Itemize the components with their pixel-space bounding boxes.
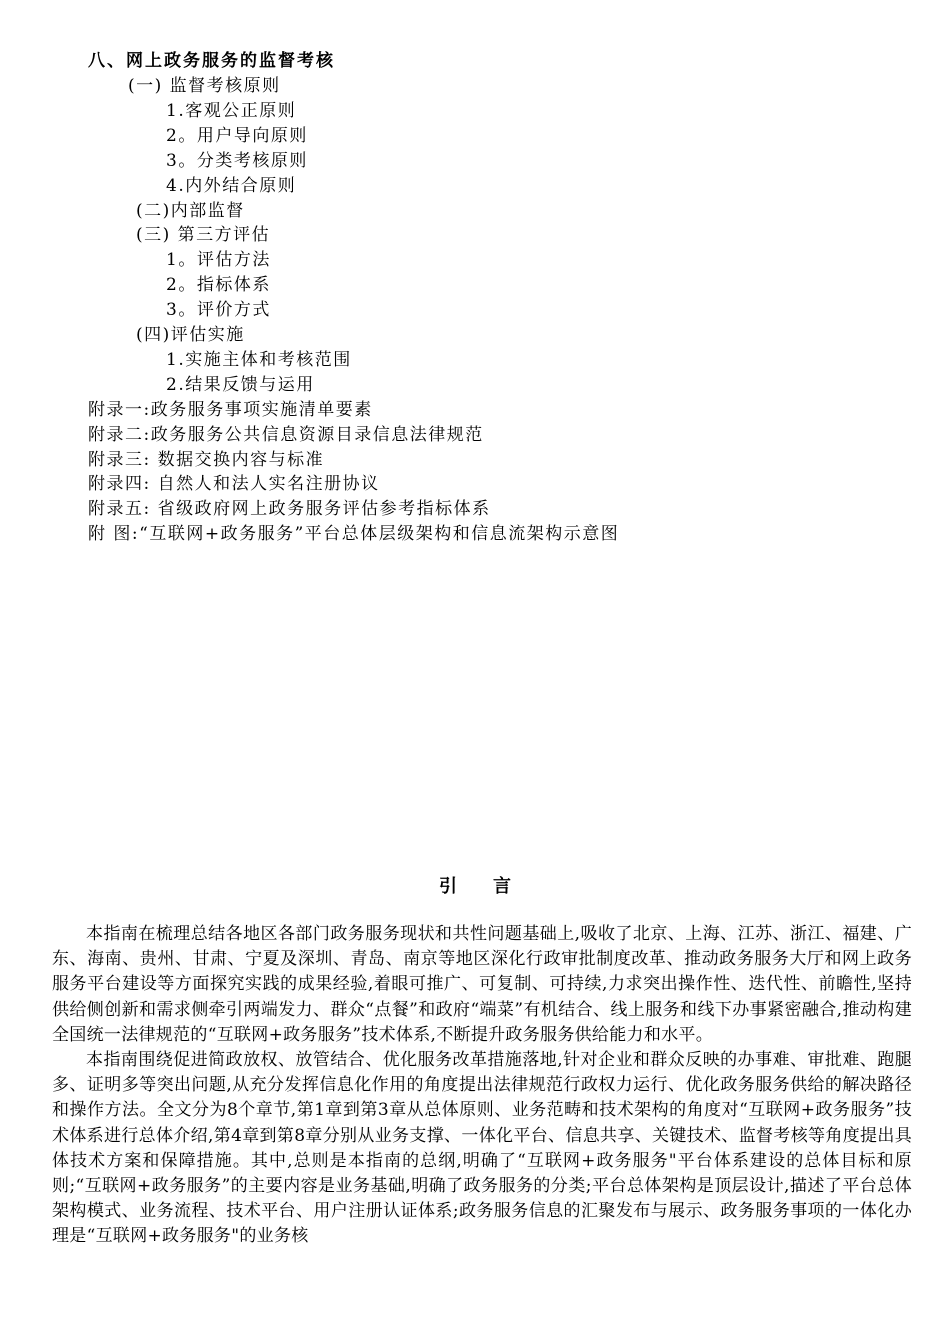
toc-item: (三) 第三方评估 <box>136 225 271 246</box>
intro-body <box>52 922 912 1250</box>
toc-appendix-item: 附录一:政务服务事项实施清单要素 <box>88 399 373 420</box>
toc-item: 3。分类考核原则 <box>166 150 308 171</box>
intro-title: 引言 <box>439 876 547 897</box>
toc-section-heading: 八、网上政务服务的监督考核 <box>88 51 335 71</box>
toc-item: 1。评估方法 <box>166 250 271 271</box>
toc-item: (一) 监督考核原则 <box>128 76 281 96</box>
toc-appendix-item: 附 图:“互联网+政务服务”平台总体层级架构和信息流架构示意图 <box>88 524 620 545</box>
intro-paragraph: 本指南围绕促进简政放权、放管结合、优化服务改革措施落地,针对企业和群众反映的办事难、审批难、跑腿多、证明多等突出问题,从充分发挥信息化作用的角度提出法律规范行政权力运行、优化政务服务供给的解决路径和操作方法。全文分为8个章节,第1章到第3章从总体原则、业务范畴和技术架构的角度对“互联网+政务服务”技术体系进行总体介绍,第4章到第8章分别从业务支撑、一体化平台、信息共享、关键技术、监督考核等角度提出具体技术方案和保障措施。其中,总则是本指南的总纲,明确了“互联网+政务服务"平台体系建设的总体目标和原则;“互联网+政务服务”的主要内容是业务基础,明确了政务服务的分类;平台总体架构是顶层设计,描述了平台总体架构模式、业务流程、技术平台、用户注册认证体系;政务服务信息的汇聚发布与展示、政务服务事项的一体化办理是“互联网+政务服务"的业务核 <box>52 1050 912 1247</box>
toc-appendix-item: 附录三: 数据交换内容与标准 <box>88 449 325 470</box>
toc-item: 2.结果反馈与运用 <box>166 374 315 395</box>
toc-item: 1.客观公正原则 <box>166 100 297 121</box>
intro-paragraph: 本指南在梳理总结各地区各部门政务服务现状和共性问题基础上,吸收了北京、上海、江苏、浙江、福建、广东、海南、贵州、甘肃、宁夏及深圳、青岛、南京等地区深化行政审批制度改革、推动政务服务大厅和网上政务服务平台建设等方面探究实践的成果经验,着眼可推广、可复制、可持续,力求突出操作性、迭代性、前瞻性,坚持供给侧创新和需求侧牵引两端发力、群众“点餐”和政府“端菜”有机结合、线上服务和线下办事紧密融合,推动构建全国统一法律规范的“互联网+政务服务”技术体系,不断提升政务服务供给能力和水平。 <box>52 924 912 1045</box>
toc-item: 4.内外结合原则 <box>166 175 297 196</box>
toc-appendix-item: 附录四: 自然人和法人实名注册协议 <box>88 474 380 495</box>
toc-item: 2。用户导向原则 <box>166 125 308 146</box>
toc-item: (四)评估实施 <box>136 325 245 345</box>
toc-item: 2。指标体系 <box>166 275 271 296</box>
toc-item: 1.实施主体和考核范围 <box>166 349 352 370</box>
toc-item: (二)内部监督 <box>136 200 245 221</box>
toc-appendix-item: 附录五: 省级政府网上政务服务评估参考指标体系 <box>88 499 491 520</box>
toc-appendix-item: 附录二:政务服务公共信息资源目录信息法律规范 <box>88 424 484 445</box>
toc-item: 3。评价方式 <box>166 300 271 321</box>
